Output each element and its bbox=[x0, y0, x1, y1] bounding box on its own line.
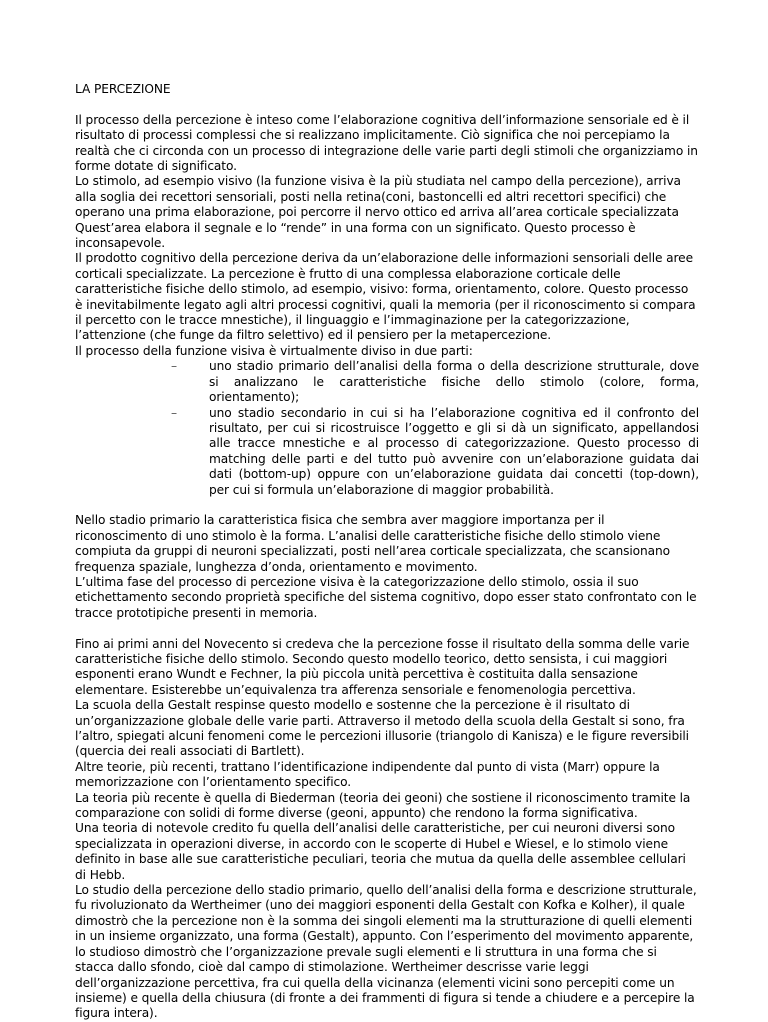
blank-line bbox=[75, 621, 699, 636]
paragraph: Lo studio della percezione dello stadio primario, quello dell’analisi della forma e descrizione strutturale, fu rivoluzionato da Wertheimer (uno dei maggiori esponenti della Gestalt con Kofka e Kolher), il quale dimostrò che la percezione non è la somma dei singoli elementi ma la strutturazione di quelli elementi in un insieme organizzato, una forma (Gestalt), appunto. Con l’esperimento del movimento apparente, lo studioso dimostrò che l’organizzazione prevale sugli elementi e li struttura in una forma che si stacca dallo sfondo, cioè dal campo di stimolazione. Wertheimer descrisse varie leggi dell’organizzazione percettiva, fra cui quella della vicinanza (elementi vicini sono percepiti come un insieme) e quella della chiusura (di fronte a dei frammenti di figura si tende a chiudere e a percepire la figura intera). bbox=[75, 883, 697, 1021]
list-item-text: uno stadio secondario in cui si ha l’elaborazione cognitiva ed il confronto del risultato, per cui si ricostruisce l’oggetto e gli si dà un significato, appellandosi alle tracce mnestiche e al processo di categorizzazione. Questo processo di matching delle parti e del tutto può avvenire con un’elaborazione guidata dai dati (bottom-up) oppure con un’elaborazione guidata dai concetti (top-down), per cui si formula un’elaborazione di maggior probabilità. bbox=[209, 405, 699, 497]
paragraph: Fino ai primi anni del Novecento si credeva che la percezione fosse il risultato della somma delle varie caratteristiche fisiche dello stimolo. Secondo questo modello teorico, detto sensista, i cui maggiori esponenti erano Wundt e Fechner, la più piccola unità percettiva è costituita dalla sensazione elementare. Esisterebbe un’equivalenza tra afferenza sensoriale e fenomenologia percettiva. bbox=[75, 636, 690, 697]
document-title: LA PERCEZIONE bbox=[75, 82, 171, 96]
paragraph: Altre teorie, più recenti, trattano l’identificazione indipendente dal punto di vista (Marr) oppure la memorizzazione con l’orientamento specifico. bbox=[75, 759, 660, 790]
paragraph: Il prodotto cognitivo della percezione deriva da un’elaborazione delle informazioni sensoriali delle aree corticali specializzate. La percezione è frutto di una complessa elaborazione corticale delle caratteristiche fisiche dello stimolo, ad esempio, visivo: forma, orientamento, colore. Questo processo è inevitabilmente legato agli altri processi cognitivi, quali la memoria (per il riconoscimento si compara il percetto con le tracce mnestiche), il linguaggio e l’immaginazione per la categorizzazione, l’attenzione (che funge da filtro selettivo) ed il pensiero per la metapercezione. bbox=[75, 251, 696, 343]
dash-bullet-icon: – bbox=[171, 359, 177, 374]
paragraph: Il processo della funzione visiva è virtualmente diviso in due parti: bbox=[75, 343, 473, 358]
list-item-text: uno stadio primario dell’analisi della forma o della descrizione strutturale, dove si analizzano le caratteristiche fisiche dello stimolo (colore, forma, orientamento); bbox=[209, 359, 699, 405]
paragraph: Lo stimolo, ad esempio visivo (la funzione visiva è la più studiata nel campo della percezione), arriva alla soglia dei recettori sensoriali, posti nella retina(coni, bastoncelli ed altri recettori specifici) che operano una prima elaborazione, poi percorre il nervo ottico ed arriva all’area corticale specializzata Quest’area elabora il segnale e lo “rende” in una forma con un significato. Questo processo è inconsapevole. bbox=[75, 174, 681, 251]
paragraph: La scuola della Gestalt respinse questo modello e sostenne che la percezione è il risultato di un’organizzazione globale delle varie parti. Attraverso il metodo della scuola della Gestalt si sono, fra l’altro, spiegati alcuni fenomeni come le percezioni illusorie (triangolo di Kanisza) e le figure reversibili (quercia dei reali associati di Bartlett). bbox=[75, 698, 689, 759]
document-page bbox=[75, 82, 699, 1022]
paragraph: Una teoria di notevole credito fu quella dell’analisi delle caratteristiche, per cui neuroni diversi sono specializzata in operazioni diverse, in accordo con le scoperte di Hubel e Wiesel, e lo stimolo viene definito in base alle sue caratteristiche peculiari, teoria che mutua da quella delle assemblee cellulari di Hebb. bbox=[75, 821, 686, 882]
paragraph: L’ultima fase del processo di percezione visiva è la categorizzazione dello stimolo, ossia il suo etichettamento secondo proprietà specifiche del sistema cognitivo, dopo esser stato confrontato con le tracce prototipiche presenti in memoria. bbox=[75, 574, 697, 620]
dash-bullet-icon: – bbox=[171, 405, 177, 420]
list-item bbox=[75, 406, 699, 498]
dash-list bbox=[75, 359, 699, 498]
blank-line bbox=[75, 498, 699, 513]
paragraph: Il processo della percezione è inteso come l’elaborazione cognitiva dell’informazione sensoriale ed è il risultato di processi complessi che si realizzano implicitamente. Ciò significa che noi percepiamo la realtà che ci circonda con un processo di integrazione delle varie parti degli stimoli che organizziamo in forme dotate di significato. bbox=[75, 112, 698, 174]
paragraph: Nello stadio primario la caratteristica fisica che sembra aver maggiore importanza per il riconoscimento di uno stimolo è la forma. L’analisi delle caratteristiche fisiche dello stimolo viene compiuta da gruppi di neuroni specializzati, posti nell’area corticale specializzata, che scansionano frequenza spaziale, lunghezza d’onda, orientamento e movimento. bbox=[75, 513, 670, 574]
list-item bbox=[75, 359, 699, 405]
paragraph: La teoria più recente è quella di Biederman (teoria dei geoni) che sostiene il riconoscimento tramite la comparazione con solidi di forme diverse (geoni, appunto) che rendono la forma significativa. bbox=[75, 790, 691, 821]
